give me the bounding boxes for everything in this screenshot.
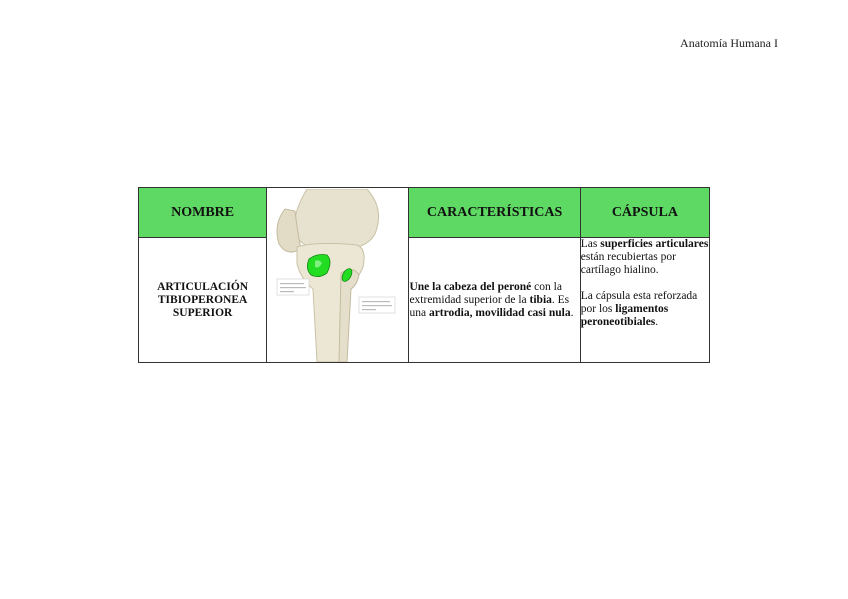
joint-characteristics: Une la cabeza del peroné con la extremidad superior de la tibia. Es una artrodia, movilidad casi nula. (409, 238, 580, 363)
header-caracteristicas: CARACTERÍSTICAS (409, 188, 580, 238)
table-header-row (139, 188, 710, 238)
capsule-paragraph-2: La cápsula esta reforzada por los ligamentos peroneotibiales. (580, 290, 698, 328)
page-header-title: Anatomía Humana I (680, 36, 778, 50)
table-row (139, 238, 710, 363)
tibiofibular-joint-illustration (267, 189, 407, 362)
header-nombre: NOMBRE (139, 188, 267, 238)
bone-image-cell (267, 188, 409, 363)
joint-name: ARTICULACIÓN TIBIOPERONEA SUPERIOR (139, 238, 267, 363)
joint-table (138, 187, 710, 363)
joint-capsule (580, 238, 709, 363)
header-capsula: CÁPSULA (580, 188, 709, 238)
capsule-paragraph-1: Las superficies articulares están recubiertas por cartílago hialino. (580, 238, 709, 276)
